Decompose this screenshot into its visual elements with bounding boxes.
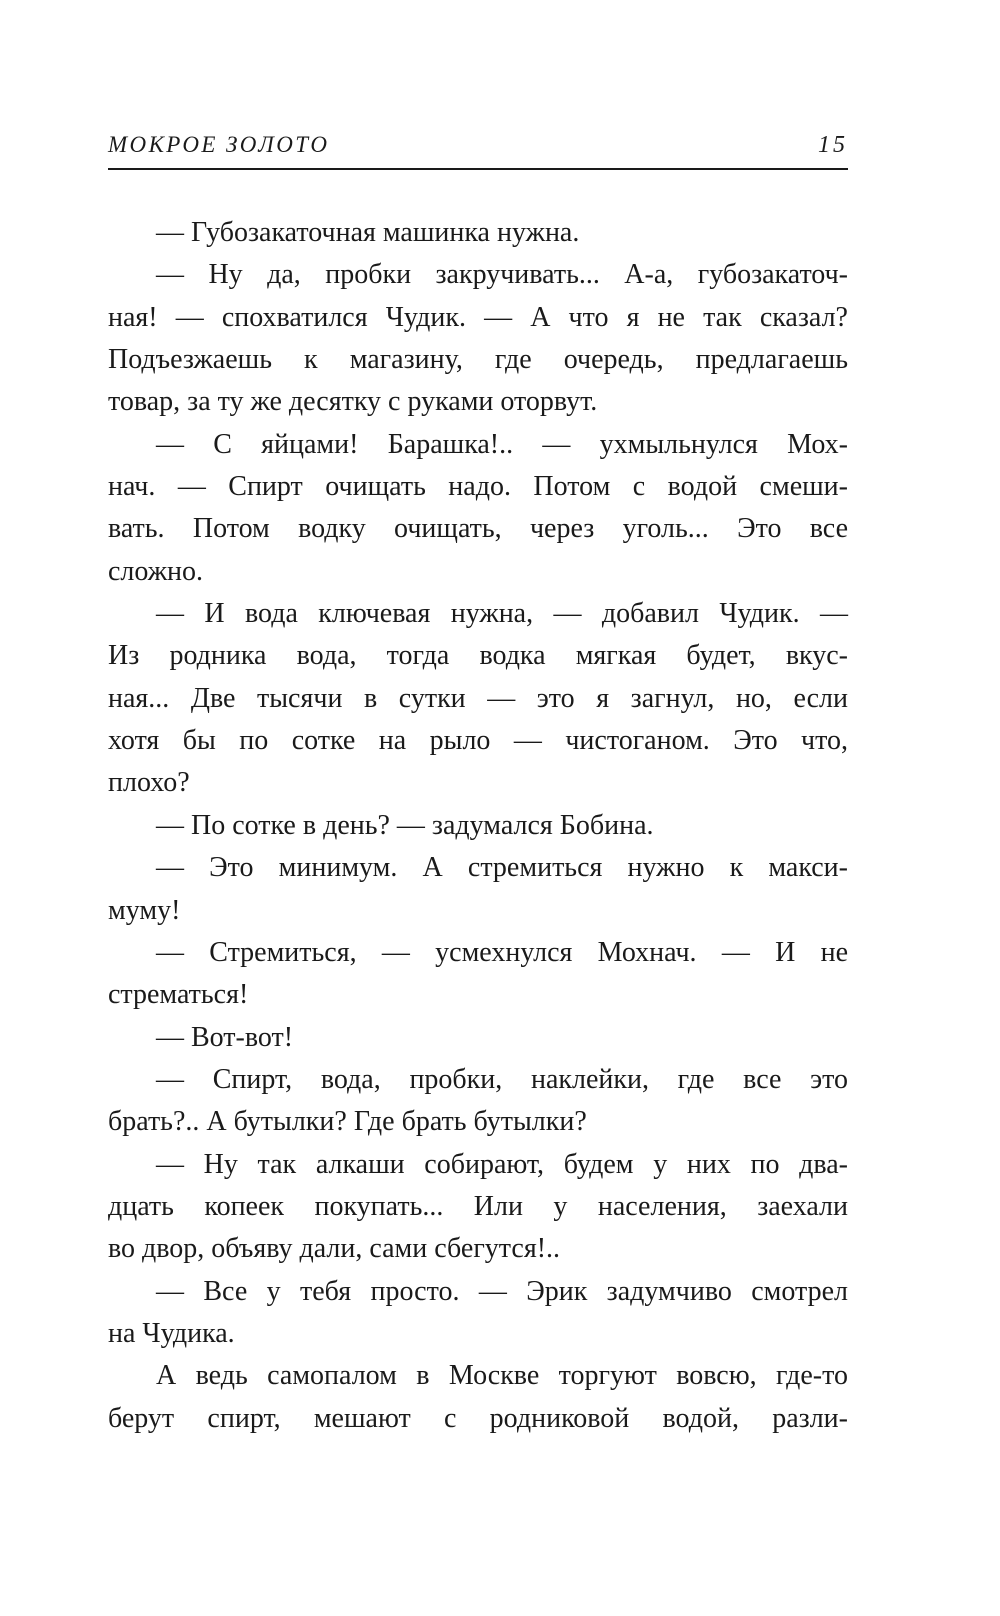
text-line: ная... Две тысячи в сутки — это я загнул, но, если <box>108 682 848 714</box>
text-line: стрематься! <box>108 979 249 1011</box>
text-line: берут спирт, мешают с родниковой водой, разли- <box>108 1402 848 1434</box>
text-line: Из родника вода, тогда водка мягкая будет, вкус- <box>108 640 848 672</box>
text-line: на Чудика. <box>108 1317 235 1349</box>
text-line: ная! — спохватился Чудик. — А что я не так сказал? <box>108 301 848 333</box>
text-line: плохо? <box>108 767 190 799</box>
text-line: — Спирт, вода, пробки, наклейки, где все это <box>156 1063 848 1095</box>
running-title: МОКРОЕ ЗОЛОТО <box>108 132 330 157</box>
text-line: муму! <box>108 894 181 926</box>
text-line: — И вода ключевая нужна, — добавил Чудик. — <box>156 598 848 630</box>
running-header <box>108 128 848 170</box>
text-line: вать. Потом водку очищать, через уголь... Это все <box>108 513 848 545</box>
body-text <box>108 212 848 1440</box>
text-line: товар, за ту же десятку с руками оторвут. <box>108 386 598 418</box>
text-line: — Стремиться, — усмехнулся Мохнач. — И не <box>156 936 848 968</box>
page-number: 15 <box>818 132 848 158</box>
text-line: — С яйцами! Барашка!.. — ухмыльнулся Мох- <box>156 428 848 460</box>
text-line: — Все у тебя просто. — Эрик задумчиво смотрел <box>156 1275 848 1307</box>
text-line: брать?.. А бутылки? Где брать бутылки? <box>108 1106 587 1138</box>
text-line: — Ну да, пробки закручивать... А-а, губозакаточ- <box>156 259 848 291</box>
text-line: — Вот-вот! <box>156 1021 294 1053</box>
text-line: хотя бы по сотке на рыло — чистоганом. Это что, <box>108 725 848 757</box>
text-line: — Губозакаточная машинка нужна. <box>156 217 580 248</box>
text-line: во двор, объяву дали, сами сбегутся!.. <box>108 1233 561 1265</box>
text-line: — Это минимум. А стремиться нужно к макси- <box>156 852 848 884</box>
text-line: А ведь самопалом в Москве торгуют вовсю, где-то <box>156 1360 848 1392</box>
text-line: — По сотке в день? — задумался Бобина. <box>156 809 654 841</box>
text-line: дцать копеек покупать... Или у населения, заехали <box>108 1190 848 1222</box>
text-line: сложно. <box>108 555 204 587</box>
text-line: — Ну так алкаши собирают, будем у них по два- <box>156 1148 848 1180</box>
text-line: Подъезжаешь к магазину, где очередь, предлагаешь <box>108 344 848 376</box>
text-line: нач. — Спирт очищать надо. Потом с водой смеши- <box>108 471 848 503</box>
